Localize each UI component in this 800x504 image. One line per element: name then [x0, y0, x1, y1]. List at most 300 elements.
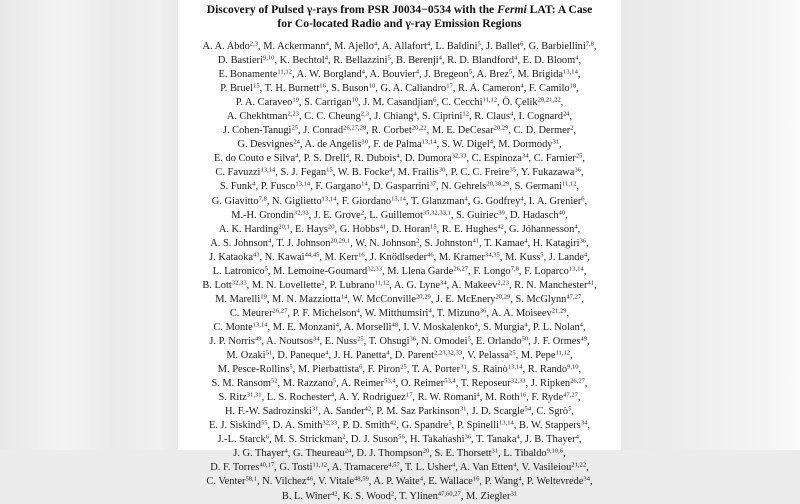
- author-name: D. Paneque: [277, 350, 326, 362]
- author-name: D. J. Thompson: [356, 448, 423, 460]
- author-name: A. K. Harding: [218, 223, 279, 235]
- author-name: R. Corbet: [371, 125, 412, 137]
- affiliation-superscript: 2: [360, 208, 364, 216]
- affiliation-superscript: 17: [405, 391, 413, 399]
- affiliation-superscript: 39: [498, 208, 505, 216]
- author-name: M. Kramer: [438, 251, 486, 263]
- author-name: R. A. Cameron: [458, 83, 521, 95]
- affiliation-superscript: 6: [433, 96, 437, 104]
- author-name: D. Dumora: [404, 153, 452, 165]
- author-name: K. S. Wood: [342, 490, 391, 502]
- author-row: S. Funk$^4$, P. Fusco$^{13,14}$, F. Gargano$^{14}$, D. Gasparrini$^{37}$, N. Gehrels$^{20,38,29}$, S. Germani$^{11,12}$,: [219, 180, 580, 193]
- author-name: F. de Palma: [373, 139, 422, 151]
- author-name: T. Tanaka: [476, 434, 517, 446]
- affiliation-superscript: 24: [344, 447, 352, 455]
- author-name: A. Allafort: [381, 41, 427, 52]
- affiliation-superscript: 9,10: [262, 54, 275, 62]
- affiliation-superscript: 42: [389, 419, 397, 427]
- affiliation-superscript: 36: [464, 433, 472, 441]
- author-name: E. Bonamente: [218, 69, 278, 81]
- affiliation-superscript: 35,32,33,1: [422, 208, 451, 216]
- author-name: W. Mitthumsiri: [364, 307, 429, 319]
- author-name: D. Bastieri: [217, 55, 263, 67]
- affiliation-superscript: 41: [472, 237, 480, 245]
- author-row: L. Latronico$^5$, M. Lemoine-Goumard$^{32,33}$, M. Llena Garde$^{26,27}$, F. Longo$^{7,8}$, F. Loparco$^{13,14}$,: [212, 265, 587, 277]
- author-name: M. N. Lovellette: [251, 279, 322, 291]
- affiliation-superscript: 6: [581, 194, 585, 202]
- author-name: L. Guillemot: [369, 209, 423, 221]
- affiliation-superscript: 16: [519, 391, 527, 399]
- author-name: G. Tosti: [279, 462, 313, 474]
- author-name: H. Takahashi: [409, 434, 465, 446]
- author-name: J. Lande: [548, 251, 584, 263]
- author-name: R. Claus: [474, 111, 510, 123]
- author-name: M. Ajello: [334, 41, 374, 52]
- author-name: J. G. Thayer: [233, 448, 285, 460]
- author-name: N. Vilchez: [262, 476, 307, 488]
- author-name: W. McConville: [352, 293, 416, 305]
- author-name: T. Kamae: [484, 237, 525, 249]
- title-text: LAT: A Case: [526, 3, 593, 16]
- affiliation-superscript: 26,27: [272, 307, 288, 315]
- affiliation-superscript: 4: [524, 321, 528, 329]
- affiliation-superscript: 34: [580, 419, 588, 427]
- author-row: D. Bastieri$^{9,10}$, K. Bechtol$^4$, R. Bellazzini$^5$, B. Berenji$^4$, R. D. Blandford$^4$, E. D. Bloom$^4$,: [217, 54, 582, 67]
- author-name: J. M. Casandjian: [363, 97, 434, 109]
- author-name: I. V. Moskalenko: [403, 321, 475, 333]
- author-name: J. E. Grove: [313, 209, 361, 221]
- author-name: J. D. Scargle: [471, 406, 525, 418]
- author-name: T. Mizuno: [436, 307, 480, 319]
- author-row: M.-H. Grondin$^{32,33}$, J. E. Grove$^2$, L. Guillemot$^{35,32,33,1}$, S. Guiriec$^{39}$, D. Hadasch$^{40}$,: [231, 208, 568, 221]
- affiliation-superscript: 26,27: [570, 377, 585, 385]
- author-name: D. F. Torres: [210, 462, 260, 474]
- author-name: N. Gehrels: [441, 181, 487, 193]
- affiliation-superscript: 2,23,32,33: [434, 349, 463, 357]
- author-row: M. Pesce-Rollins$^5$, M. Pierbattista$^6$, F. Piron$^{25}$, T. A. Porter$^{31}$, S. Rainò$^{13,14}$, R. Rando$^{9,10}$,: [217, 363, 582, 376]
- author-name: M. Pierbattista: [297, 364, 360, 376]
- affiliation-superscript: 2,3: [249, 40, 259, 48]
- author-name: P. D. Smith: [342, 420, 390, 432]
- author-name: P. Bruel: [220, 83, 254, 95]
- affiliation-superscript: 53,4: [384, 377, 396, 385]
- author-name: P. F. Michelson: [292, 307, 357, 319]
- author-name: S. Buson: [331, 83, 369, 95]
- affiliation-superscript: 42: [497, 223, 504, 231]
- author-row: E. do Couto e Silva$^4$, P. S. Drell$^4$, R. Dubois$^4$, D. Dumora$^{32,33}$, C. Espinoza$^{34}$, C. Farnier$^{25}$,: [213, 152, 586, 165]
- author-name: D. Horan: [391, 223, 431, 235]
- author-name: A. G. Lyne: [393, 279, 441, 291]
- author-name: G. Spandre: [401, 420, 449, 432]
- author-name: E. Wallace: [428, 476, 473, 488]
- author-name: V. Vasileiou: [521, 462, 572, 474]
- affiliation-superscript: 49: [580, 335, 588, 343]
- affiliation-superscript: 4: [396, 152, 400, 160]
- author-name: J. Kataoka: [209, 251, 253, 263]
- affiliation-superscript: 4,57: [388, 461, 400, 469]
- affiliation-superscript: 4: [464, 194, 468, 202]
- affiliation-superscript: 32,33: [367, 265, 383, 273]
- affiliation-superscript: 18: [569, 82, 577, 90]
- affiliation-superscript: 6: [520, 40, 524, 48]
- affiliation-superscript: 13,14: [499, 419, 514, 427]
- author-name: A. Sander: [323, 406, 365, 418]
- affiliation-superscript: 4: [419, 475, 424, 483]
- affiliation-superscript: 34: [521, 152, 529, 160]
- author-name: A. A. Moiseev: [491, 307, 552, 319]
- affiliation-superscript: 4: [330, 391, 335, 399]
- author-name: M. Pepe: [520, 350, 556, 362]
- affiliation-superscript: 4: [415, 68, 420, 76]
- author-name: J. P. Norris: [209, 335, 255, 347]
- author-name: H. Katagiri: [532, 237, 580, 249]
- author-row: E. Bonamente$^{11,12}$, A. W. Borgland$^4$, A. Bouvier$^4$, J. Bregeon$^5$, A. Brez$^5$, M. Brigida$^{13,14}$,: [218, 68, 581, 81]
- affiliation-superscript: 37: [429, 180, 437, 188]
- author-name: A. Brez: [476, 69, 509, 81]
- affiliation-superscript: 9,10,6: [546, 447, 564, 455]
- author-name: D. A. Smith: [272, 420, 323, 432]
- author-name: A. Morselli: [343, 321, 392, 333]
- author-name: M. Roth: [484, 392, 520, 404]
- author-name: M. E. Monzani: [272, 321, 336, 333]
- affiliation-superscript: 20,29,1: [330, 237, 351, 245]
- author-name: M. E. DeCesar: [431, 125, 494, 137]
- author-name: E. Hays: [295, 223, 328, 235]
- affiliation-superscript: 4: [513, 461, 517, 469]
- author-name: L. Baldini: [435, 41, 478, 52]
- viewer-margin-right: [621, 0, 800, 450]
- author-name: P. M. Saz Parkinson: [376, 406, 460, 418]
- affiliation-superscript: 4: [474, 321, 478, 329]
- affiliation-superscript: 11,12: [277, 68, 292, 76]
- affiliation-superscript: 20,22: [411, 124, 427, 132]
- affiliation-superscript: 20,21,22: [537, 96, 561, 104]
- affiliation-superscript: 36: [579, 237, 587, 245]
- title-line-2: for Co-located Radio and γ-ray Emission Regions: [277, 17, 522, 30]
- affiliation-superscript: 4: [268, 237, 272, 245]
- author-row: A. A. Abdo$^{2,3}$, M. Ackermann$^4$, M. Ajello$^4$, A. Allafort$^4$, L. Baldini$^5$, J. Ballet$^6$, G. Barbiellini$^{7,8}$,: [202, 40, 597, 52]
- affiliation-superscript: 20,29: [493, 124, 509, 132]
- affiliation-superscript: 26,27,28: [343, 124, 367, 132]
- author-name: I. Cognard: [518, 111, 563, 123]
- author-name: A. Chekhtman: [226, 111, 288, 123]
- author-row: A. S. Johnson$^4$, T. J. Johnson$^{20,29,1}$, W. N. Johnson$^2$, S. Johnston$^{41}$, T. Kamae$^4$, H. Katagiri$^{36}$,: [210, 237, 589, 249]
- author-name: S. Guiriec: [456, 209, 499, 221]
- author-row: G. Giavitto$^{7,8}$, N. Giglietto$^{13,14}$, F. Giordano$^{13,14}$, T. Glanzman$^4$, G. Godfrey$^4$, I. A. Grenier$^6$,: [211, 194, 588, 207]
- affiliation-superscript: 11,12: [312, 461, 328, 469]
- author-row: P. Bruel$^{15}$, T. H. Burnett$^{16}$, S. Buson$^{10}$, G. A. Caliandro$^{17}$, R. A. Cameron$^4$, F. Camilo$^{18}$,: [220, 82, 579, 95]
- author-name: V. Vitale: [318, 476, 354, 488]
- affiliation-superscript: 4: [284, 447, 288, 455]
- author-name: T. Glanzman: [410, 195, 465, 207]
- affiliation-superscript: 51: [265, 349, 273, 357]
- author-name: R. Bellazzini: [333, 55, 388, 67]
- author-name: A. Bouvier: [369, 69, 416, 81]
- affiliation-superscript: 25: [400, 363, 407, 371]
- author-row: M. Ozaki$^{51}$, D. Paneque$^4$, J. H. Panetta$^4$, D. Parent$^{2,23,32,33}$, V. Pelassa$^{25}$, M. Pepe$^{11,12}$,: [226, 349, 573, 362]
- affiliation-superscript: 4: [356, 307, 360, 315]
- author-name: A. Reimer: [340, 378, 385, 390]
- affiliation-superscript: 31: [491, 447, 499, 455]
- affiliation-superscript: 20,38,29: [486, 180, 510, 188]
- affiliation-superscript: 12: [462, 110, 469, 118]
- author-name: D. Gasparrini: [372, 181, 430, 193]
- affiliation-superscript: 19: [260, 293, 267, 301]
- author-name: A. W. Borgland: [296, 69, 362, 81]
- affiliation-superscript: 46: [427, 251, 434, 259]
- affiliation-superscript: 4: [520, 82, 524, 90]
- author-name: F. Gargano: [315, 181, 362, 193]
- affiliation-superscript: 5: [568, 405, 572, 413]
- author-name: K. Bechtol: [279, 55, 325, 67]
- affiliation-superscript: 47,60,27: [437, 489, 461, 497]
- affiliation-superscript: 31,31: [246, 391, 262, 399]
- affiliation-superscript: 4: [575, 54, 579, 62]
- author-name: F. Loparco: [524, 265, 569, 277]
- affiliation-superscript: 5: [540, 251, 544, 259]
- author-name: C. D. Dermer: [513, 125, 571, 137]
- affiliation-superscript: 30: [438, 166, 446, 174]
- affiliation-superscript: 46: [306, 475, 313, 483]
- affiliation-superscript: 6: [359, 363, 363, 371]
- author-name: L. Latronico: [212, 265, 265, 277]
- affiliation-superscript: 4: [516, 433, 520, 441]
- affiliation-superscript: 32,33: [451, 152, 467, 160]
- author-name: A. S. Johnson: [210, 237, 269, 249]
- author-name: T. Reposeur: [460, 378, 511, 390]
- affiliation-superscript: 20,29: [416, 293, 431, 301]
- author-name: D. J. Suson: [350, 434, 399, 446]
- affiliation-superscript: 2,23: [287, 110, 299, 118]
- affiliation-superscript: 5: [467, 335, 471, 343]
- affiliation-superscript: 7,8: [258, 194, 267, 202]
- affiliation-superscript: 25: [291, 124, 299, 132]
- affiliation-superscript: 34,35: [485, 251, 500, 259]
- affiliation-superscript: 10: [368, 82, 376, 90]
- author-row: J.-L. Starck$^6$, M. S. Strickman$^2$, D. J. Suson$^{56}$, H. Takahashi$^{36}$, T. Tanaka$^4$, J. B. Thayer$^4$,: [217, 433, 582, 446]
- author-name: T. H. Burnett: [264, 83, 320, 95]
- affiliation-superscript: 11,12: [561, 180, 577, 188]
- author-name: T. J. Johnson: [276, 237, 331, 249]
- author-name: L. Tibaldo: [503, 448, 547, 460]
- affiliation-superscript: 50: [521, 335, 529, 343]
- affiliation-superscript: 31: [311, 405, 319, 413]
- affiliation-superscript: 24: [562, 110, 570, 118]
- affiliation-superscript: 13,14: [295, 180, 311, 188]
- author-name: R. E. Hughes: [441, 223, 498, 235]
- author-name: S. W. Digel: [441, 139, 490, 151]
- author-row: C. Meurer$^{26,27}$, P. F. Michelson$^4$, W. Mitthumsiri$^4$, T. Mizuno$^{36}$, A. A. Moiseev$^{21,29}$,: [229, 307, 570, 319]
- author-name: G. Godfrey: [472, 195, 521, 207]
- author-name: N. Omodei: [421, 335, 468, 347]
- author-name: A. Makeev: [451, 279, 498, 291]
- affiliation-superscript: 4: [389, 166, 393, 174]
- affiliation-superscript: 4: [514, 54, 518, 62]
- affiliation-superscript: 21,29: [551, 307, 567, 315]
- author-name: S. Ritz: [218, 392, 247, 404]
- affiliation-superscript: 19: [292, 96, 299, 104]
- author-name: V. Pelassa: [467, 350, 510, 362]
- affiliation-superscript: 4: [489, 138, 493, 146]
- author-name: M. Frailis: [397, 167, 439, 179]
- affiliation-superscript: 25: [575, 152, 583, 160]
- affiliation-superscript: 25: [357, 335, 364, 343]
- affiliation-superscript: 58,1: [245, 475, 257, 483]
- author-name: L. S. Rochester: [266, 392, 331, 404]
- affiliation-superscript: 4: [345, 152, 350, 160]
- affiliation-superscript: 4: [325, 349, 329, 357]
- author-name: B. Berenji: [395, 55, 439, 67]
- author-name: A. P. Waite: [373, 476, 420, 488]
- author-name: J. Chiang: [374, 111, 414, 123]
- affiliation-superscript: 5: [387, 54, 391, 62]
- paper-title: [178, 3, 621, 31]
- affiliation-superscript: 4: [574, 223, 578, 231]
- author-name: C. Venter: [206, 476, 246, 488]
- affiliation-superscript: 4: [252, 180, 256, 188]
- author-name: J. H. Panetta: [333, 350, 387, 362]
- affiliation-superscript: 14: [340, 293, 348, 301]
- author-name: P. Fusco: [260, 181, 296, 193]
- affiliation-superscript: 11,12: [374, 279, 390, 287]
- affiliation-superscript: 7,8: [585, 40, 594, 48]
- author-name: R. Rando: [527, 364, 568, 376]
- affiliation-superscript: 55: [260, 419, 268, 427]
- author-name: F. Giordano: [341, 195, 392, 207]
- author-name: M. Razzano: [282, 378, 333, 390]
- affiliation-superscript: 31: [459, 405, 467, 413]
- affiliation-superscript: 31: [552, 138, 560, 146]
- author-row: A. Chekhtman$^{2,23}$, C. C. Cheung$^{2,3}$, J. Chiang$^4$, S. Ciprini$^{12}$, R. Claus$^4$, I. Cognard$^{24}$,: [226, 110, 573, 123]
- affiliation-superscript: 4: [520, 194, 524, 202]
- author-name: S. E. Thorsett: [434, 448, 492, 460]
- author-name: C. C. Cheung: [304, 111, 361, 123]
- author-name: A. Y. Rodriguez: [338, 392, 406, 404]
- author-name: P. S. Drell: [303, 153, 346, 165]
- author-name: I. A. Grenier: [528, 195, 582, 207]
- affiliation-superscript: 54: [524, 405, 532, 413]
- author-name: S. Germani: [514, 181, 562, 193]
- affiliation-superscript: 48,59: [353, 475, 369, 483]
- author-row: J. G. Thayer$^4$, G. Theureau$^{24}$, D. J. Thompson$^{20}$, S. E. Thorsett$^{31}$, L. Tibaldo$^{9,10,6}$,: [233, 447, 566, 460]
- author-name: R. W. Romani: [417, 392, 477, 404]
- author-name: S. Ciprini: [421, 111, 463, 123]
- affiliation-superscript: 4: [438, 54, 442, 62]
- author-list: [178, 40, 621, 504]
- affiliation-superscript: 5: [448, 419, 452, 427]
- affiliation-superscript: 4: [452, 461, 456, 469]
- author-name: S. Johnston: [424, 237, 473, 249]
- author-name: P. L. Nolan: [532, 321, 580, 333]
- affiliation-superscript: 13,14: [391, 194, 406, 202]
- affiliation-superscript: 47,27: [566, 293, 582, 301]
- affiliation-superscript: 31: [510, 489, 518, 497]
- author-row: H. F.-W. Sadrozinski$^{31}$, A. Sander$^{42}$, P. M. Saz Parkinson$^{31}$, J. D. Scargle$^{54}$, C. Sgrò$^5$,: [225, 405, 574, 418]
- author-name: R. Dubois: [354, 153, 397, 165]
- author-name: E. do Couto e Silva: [213, 153, 296, 165]
- author-name: S. Rainò: [471, 364, 508, 376]
- author-name: B. W. Stappers: [519, 420, 581, 432]
- author-name: M. S. Strickman: [274, 434, 343, 446]
- affiliation-superscript: 20,29: [495, 293, 511, 301]
- author-name: G. Barbiellini: [528, 41, 586, 52]
- affiliation-superscript: 20,1: [278, 223, 290, 231]
- affiliation-superscript: 32,33: [322, 419, 338, 427]
- affiliation-superscript: 16: [472, 475, 480, 483]
- author-name: J. F. Ormes: [533, 335, 581, 347]
- author-name: H. F.-W. Sadrozinski: [225, 406, 312, 418]
- affiliation-superscript: 47,27: [563, 391, 578, 399]
- affiliation-superscript: 4: [524, 237, 528, 245]
- author-name: S. Murgia: [483, 321, 525, 333]
- author-name: J. B. Thayer: [525, 434, 576, 446]
- author-name: F. Camilo: [528, 83, 570, 95]
- author-name: A. Tramacere: [331, 462, 389, 474]
- affiliation-superscript: 34: [312, 335, 320, 343]
- affiliation-superscript: 4: [413, 110, 417, 118]
- affiliation-superscript: 36: [409, 335, 417, 343]
- author-name: S. M. Ransom: [211, 378, 271, 390]
- author-name: C. Farnier: [533, 153, 576, 165]
- author-name: F. Ryde: [531, 392, 564, 404]
- affiliation-superscript: 2,23: [497, 279, 509, 287]
- author-row: M. Marelli$^{19}$, M. N. Mazziotta$^{14}$, W. McConville$^{20,29}$, J. E. McEnery$^{20,29}$, S. McGlynn$^{47,27}$,: [215, 293, 584, 305]
- author-name: A. Noutsos: [266, 335, 313, 347]
- affiliation-superscript: 13,14: [507, 363, 523, 371]
- affiliation-superscript: 6: [265, 433, 269, 441]
- author-name: O. Reimer: [400, 378, 445, 390]
- author-name: R. D. Blandford: [447, 55, 515, 67]
- author-row: J. P. Norris$^{49}$, A. Noutsos$^{34}$, E. Nuss$^{25}$, T. Ohsugi$^{36}$, N. Omodei$^5$, E. Orlando$^{50}$, J. F. Ormes$^{49}$,: [209, 335, 590, 347]
- affiliation-superscript: 40,17: [259, 461, 275, 469]
- affiliation-superscript: 16: [319, 82, 326, 90]
- affiliation-superscript: 16: [358, 251, 365, 259]
- affiliation-superscript: 4: [324, 54, 328, 62]
- author-row: B. Lott$^{32,33}$, M. N. Lovellette$^2$, P. Lubrano$^{11,12}$, A. G. Lyne$^{34}$, A. Makeev$^{2,23}$, R. N. Manchester$^{41}$,: [202, 279, 597, 291]
- author-name: G. Giavitto: [211, 195, 259, 207]
- affiliation-superscript: 53,4: [444, 377, 456, 385]
- affiliation-superscript: 4: [295, 152, 299, 160]
- author-row: D. F. Torres$^{40,17}$, G. Tosti$^{11,12}$, A. Tramacere$^{4,57}$, T. L. Usher$^4$, A. Van Etten$^4$, V. Vasileiou$^{21,22}$,: [210, 461, 589, 474]
- affiliation-superscript: 9,10: [567, 363, 579, 371]
- author-name: B. Lott: [202, 279, 232, 291]
- author-row: G. Desvignes$^{24}$, A. de Angelis$^{30}$, F. de Palma$^{13,14}$, S. W. Digel$^4$, M. Dormody$^{31}$,: [237, 138, 562, 151]
- affiliation-superscript: 4: [373, 40, 378, 48]
- affiliation-superscript: 2: [342, 433, 346, 441]
- author-name: N. Kawai: [264, 251, 305, 263]
- affiliation-superscript: 11,12: [555, 349, 571, 357]
- affiliation-superscript: 7,8: [510, 265, 519, 273]
- affiliation-superscript: 13,14: [568, 265, 584, 273]
- affiliation-superscript: 13,14: [421, 138, 437, 146]
- author-name: J. Ripken: [530, 378, 571, 390]
- author-name: F. Longo: [473, 265, 511, 277]
- author-name: P. A. Caraveo: [235, 97, 293, 109]
- author-name: C. Cecchi: [441, 97, 483, 109]
- author-name: Ö. Çelik: [502, 97, 538, 109]
- author-name: Y. Fukazawa: [520, 167, 575, 179]
- affiliation-superscript: 42: [364, 405, 372, 413]
- title-line-1: [178, 3, 621, 17]
- author-name: G. Hobbs: [339, 223, 380, 235]
- author-row: S. Ritz$^{31,31}$, L. S. Rochester$^4$, A. Y. Rodriguez$^{17}$, R. W. Romani$^4$, M. Roth$^{16}$, F. Ryde$^{47,27}$,: [218, 391, 581, 404]
- affiliation-superscript: 4: [476, 391, 480, 399]
- affiliation-superscript: 4: [386, 349, 390, 357]
- author-name: M. Llena Garde: [387, 265, 454, 277]
- affiliation-superscript: 4: [335, 321, 339, 329]
- affiliation-superscript: 4: [510, 110, 514, 118]
- author-row: C. Favuzzi$^{13,14}$, S. J. Fegan$^{15}$, W. B. Focke$^4$, M. Frailis$^{30}$, P. C. C. Freire$^{35}$, Y. Fukazawa$^{36}$,: [215, 166, 584, 179]
